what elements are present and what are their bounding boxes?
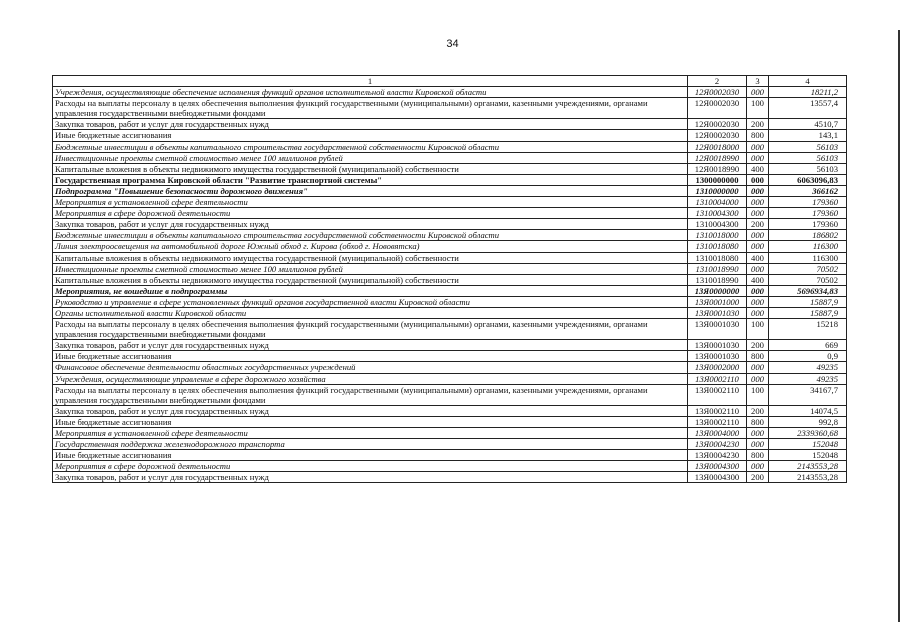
- row-vr-cell: 000: [747, 241, 769, 252]
- row-code-cell: 1310004300: [688, 219, 747, 230]
- row-vr-cell: 000: [747, 428, 769, 439]
- row-code-cell: 13Я0004230: [688, 450, 747, 461]
- row-amount-cell: 5696934,83: [769, 285, 847, 296]
- table-row: [53, 197, 847, 208]
- row-code-cell: 1310000000: [688, 185, 747, 196]
- row-name-cell: Линия электроосвещения на автомобильной дороге Южный обход г. Кирова (обход г. Нововятска): [53, 241, 688, 252]
- row-vr-cell: 800: [747, 351, 769, 362]
- table-row: [53, 319, 847, 340]
- row-code-cell: 13Я0001030: [688, 319, 747, 340]
- table-row: [53, 163, 847, 174]
- header-col-vr: 3: [747, 76, 769, 87]
- row-name-cell: Государственная поддержка железнодорожного транспорта: [53, 439, 688, 450]
- row-name-cell: Закупка товаров, работ и услуг для государственных нужд: [53, 405, 688, 416]
- table-row: [53, 362, 847, 373]
- row-code-cell: 1310018990: [688, 274, 747, 285]
- row-name-cell: Расходы на выплаты персоналу в целях обеспечения выполнения функций государственными (муниципальными) органами, казенными учреждениями, органами управления государственными внебюджетными фондами: [53, 384, 688, 405]
- row-amount-cell: 14074,5: [769, 405, 847, 416]
- row-amount-cell: 70502: [769, 274, 847, 285]
- table-row: [53, 208, 847, 219]
- row-vr-cell: 200: [747, 472, 769, 483]
- row-amount-cell: 152048: [769, 450, 847, 461]
- row-vr-cell: 000: [747, 87, 769, 98]
- row-name-cell: Мероприятия в сфере дорожной деятельности: [53, 461, 688, 472]
- row-name-cell: Иные бюджетные ассигнования: [53, 416, 688, 427]
- header-col-amount: 4: [769, 76, 847, 87]
- row-amount-cell: 4510,7: [769, 119, 847, 130]
- row-vr-cell: 000: [747, 141, 769, 152]
- row-code-cell: 1310004300: [688, 208, 747, 219]
- row-vr-cell: 000: [747, 230, 769, 241]
- row-name-cell: Инвестиционные проекты сметной стоимостью менее 100 миллионов рублей: [53, 152, 688, 163]
- row-code-cell: 13Я0001030: [688, 351, 747, 362]
- row-code-cell: 13Я0001000: [688, 296, 747, 307]
- row-code-cell: 13Я0002110: [688, 416, 747, 427]
- row-name-cell: Мероприятия в сфере дорожной деятельности: [53, 208, 688, 219]
- row-code-cell: 13Я0002110: [688, 373, 747, 384]
- row-name-cell: Учреждения, осуществляющие обеспечение исполнения функций органов исполнительной власти Кировской области: [53, 87, 688, 98]
- row-name-cell: Мероприятия, не вошедшие в подпрограммы: [53, 285, 688, 296]
- row-amount-cell: 70502: [769, 263, 847, 274]
- table-row: [53, 450, 847, 461]
- row-name-cell: Капитальные вложения в объекты недвижимого имущества государственной (муниципальной) собственности: [53, 252, 688, 263]
- row-code-cell: 13Я0002110: [688, 405, 747, 416]
- row-vr-cell: 800: [747, 130, 769, 141]
- row-amount-cell: 152048: [769, 439, 847, 450]
- row-name-cell: Расходы на выплаты персоналу в целях обеспечения выполнения функций государственными (муниципальными) органами, казенными учреждениями, органами управления государственными внебюджетными фондами: [53, 98, 688, 119]
- row-vr-cell: 000: [747, 285, 769, 296]
- row-name-cell: Закупка товаров, работ и услуг для государственных нужд: [53, 119, 688, 130]
- row-name-cell: Капитальные вложения в объекты недвижимого имущества государственной (муниципальной) собственности: [53, 163, 688, 174]
- row-name-cell: Мероприятия в установленной сфере деятельности: [53, 197, 688, 208]
- table-row: [53, 461, 847, 472]
- row-code-cell: 13Я0004300: [688, 461, 747, 472]
- row-amount-cell: 992,8: [769, 416, 847, 427]
- row-name-cell: Расходы на выплаты персоналу в целях обеспечения выполнения функций государственными (муниципальными) органами, казенными учреждениями, органами управления государственными внебюджетными фондами: [53, 319, 688, 340]
- row-amount-cell: 6063096,83: [769, 174, 847, 185]
- row-vr-cell: 400: [747, 252, 769, 263]
- row-amount-cell: 179360: [769, 219, 847, 230]
- row-vr-cell: 000: [747, 439, 769, 450]
- row-vr-cell: 000: [747, 208, 769, 219]
- row-code-cell: 12Я0002030: [688, 130, 747, 141]
- row-code-cell: 13Я0000000: [688, 285, 747, 296]
- row-vr-cell: 000: [747, 362, 769, 373]
- row-code-cell: 12Я0018000: [688, 141, 747, 152]
- row-name-cell: Учреждения, осуществляющие управление в сфере дорожного хозяйства: [53, 373, 688, 384]
- row-code-cell: 12Я0002030: [688, 119, 747, 130]
- table-row: [53, 252, 847, 263]
- row-code-cell: 13Я0004230: [688, 439, 747, 450]
- table-row: [53, 307, 847, 318]
- row-amount-cell: 143,1: [769, 130, 847, 141]
- row-vr-cell: 000: [747, 174, 769, 185]
- row-vr-cell: 200: [747, 340, 769, 351]
- row-code-cell: 13Я0004300: [688, 472, 747, 483]
- header-row: [53, 76, 847, 87]
- row-name-cell: Инвестиционные проекты сметной стоимостью менее 100 миллионов рублей: [53, 263, 688, 274]
- row-code-cell: 13Я0001030: [688, 307, 747, 318]
- table-row: [53, 87, 847, 98]
- row-name-cell: Иные бюджетные ассигнования: [53, 130, 688, 141]
- row-amount-cell: 15218: [769, 319, 847, 340]
- row-amount-cell: 34167,7: [769, 384, 847, 405]
- row-amount-cell: 56103: [769, 163, 847, 174]
- row-amount-cell: 49235: [769, 362, 847, 373]
- row-vr-cell: 000: [747, 296, 769, 307]
- row-vr-cell: 000: [747, 152, 769, 163]
- row-amount-cell: 13557,4: [769, 98, 847, 119]
- row-amount-cell: 0,9: [769, 351, 847, 362]
- row-vr-cell: 800: [747, 416, 769, 427]
- row-amount-cell: 18211,2: [769, 87, 847, 98]
- row-name-cell: Иные бюджетные ассигнования: [53, 351, 688, 362]
- row-amount-cell: 116300: [769, 252, 847, 263]
- table-row: [53, 405, 847, 416]
- table-row: [53, 263, 847, 274]
- row-code-cell: 12Я0018990: [688, 163, 747, 174]
- row-name-cell: Закупка товаров, работ и услуг для государственных нужд: [53, 219, 688, 230]
- table-row: [53, 141, 847, 152]
- table-row: [53, 152, 847, 163]
- row-vr-cell: 400: [747, 274, 769, 285]
- table-row: [53, 351, 847, 362]
- row-amount-cell: 179360: [769, 208, 847, 219]
- row-vr-cell: 000: [747, 307, 769, 318]
- row-vr-cell: 000: [747, 263, 769, 274]
- row-amount-cell: 2339360,68: [769, 428, 847, 439]
- row-name-cell: Бюджетные инвестиции в объекты капитального строительства государственной собственности Кировской области: [53, 230, 688, 241]
- row-amount-cell: 15887,9: [769, 296, 847, 307]
- table-row: [53, 472, 847, 483]
- table-row: [53, 285, 847, 296]
- table-row: [53, 230, 847, 241]
- table-row: [53, 130, 847, 141]
- row-amount-cell: 116300: [769, 241, 847, 252]
- row-code-cell: 1310018000: [688, 230, 747, 241]
- row-amount-cell: 56103: [769, 152, 847, 163]
- table-row: [53, 428, 847, 439]
- row-name-cell: Финансовое обеспечение деятельности областных государственных учреждений: [53, 362, 688, 373]
- row-code-cell: 1310018080: [688, 241, 747, 252]
- table-row: [53, 219, 847, 230]
- row-code-cell: 13Я0002000: [688, 362, 747, 373]
- row-name-cell: Закупка товаров, работ и услуг для государственных нужд: [53, 340, 688, 351]
- row-name-cell: Иные бюджетные ассигнования: [53, 450, 688, 461]
- row-vr-cell: 200: [747, 119, 769, 130]
- row-amount-cell: 2143553,28: [769, 472, 847, 483]
- row-code-cell: 12Я0002030: [688, 87, 747, 98]
- row-code-cell: 12Я0002030: [688, 98, 747, 119]
- row-vr-cell: 400: [747, 163, 769, 174]
- table-row: [53, 274, 847, 285]
- row-code-cell: 1310004000: [688, 197, 747, 208]
- table-row: [53, 439, 847, 450]
- row-code-cell: 13Я0004000: [688, 428, 747, 439]
- budget-table-body: [53, 76, 847, 483]
- row-code-cell: 1300000000: [688, 174, 747, 185]
- table-row: [53, 98, 847, 119]
- row-vr-cell: 000: [747, 461, 769, 472]
- page-edge-line: [898, 30, 900, 622]
- row-name-cell: Органы исполнительной власти Кировской области: [53, 307, 688, 318]
- table-row: [53, 119, 847, 130]
- table-row: [53, 340, 847, 351]
- table-row: [53, 416, 847, 427]
- row-amount-cell: 56103: [769, 141, 847, 152]
- row-amount-cell: 366162: [769, 185, 847, 196]
- table-row: [53, 384, 847, 405]
- header-col-name: 1: [53, 76, 688, 87]
- row-amount-cell: 2143553,28: [769, 461, 847, 472]
- row-vr-cell: 100: [747, 98, 769, 119]
- table-row: [53, 373, 847, 384]
- row-code-cell: 13Я0002110: [688, 384, 747, 405]
- budget-table: [52, 75, 847, 483]
- row-vr-cell: 100: [747, 384, 769, 405]
- row-vr-cell: 000: [747, 185, 769, 196]
- row-name-cell: Подпрограмма "Повышение безопасности дорожного движения": [53, 185, 688, 196]
- row-name-cell: Закупка товаров, работ и услуг для государственных нужд: [53, 472, 688, 483]
- row-name-cell: Капитальные вложения в объекты недвижимого имущества государственной (муниципальной) собственности: [53, 274, 688, 285]
- row-amount-cell: 669: [769, 340, 847, 351]
- row-name-cell: Бюджетные инвестиции в объекты капитального строительства государственной собственности Кировской области: [53, 141, 688, 152]
- row-vr-cell: 800: [747, 450, 769, 461]
- row-name-cell: Мероприятия в установленной сфере деятельности: [53, 428, 688, 439]
- row-vr-cell: 000: [747, 373, 769, 384]
- row-name-cell: Руководство и управление в сфере установленных функций органов государственной власти Кировской области: [53, 296, 688, 307]
- row-vr-cell: 200: [747, 219, 769, 230]
- row-code-cell: 1310018080: [688, 252, 747, 263]
- table-row: [53, 185, 847, 196]
- row-vr-cell: 100: [747, 319, 769, 340]
- row-code-cell: 1310018990: [688, 263, 747, 274]
- header-col-code: 2: [688, 76, 747, 87]
- table-row: [53, 296, 847, 307]
- row-amount-cell: 15887,9: [769, 307, 847, 318]
- row-vr-cell: 000: [747, 197, 769, 208]
- row-code-cell: 12Я0018990: [688, 152, 747, 163]
- row-vr-cell: 200: [747, 405, 769, 416]
- table-row: [53, 174, 847, 185]
- row-amount-cell: 179360: [769, 197, 847, 208]
- row-code-cell: 13Я0001030: [688, 340, 747, 351]
- row-amount-cell: 186802: [769, 230, 847, 241]
- table-row: [53, 241, 847, 252]
- row-amount-cell: 49235: [769, 373, 847, 384]
- page-number: 34: [446, 38, 459, 50]
- row-name-cell: Государственная программа Кировской области "Развитие транспортной системы": [53, 174, 688, 185]
